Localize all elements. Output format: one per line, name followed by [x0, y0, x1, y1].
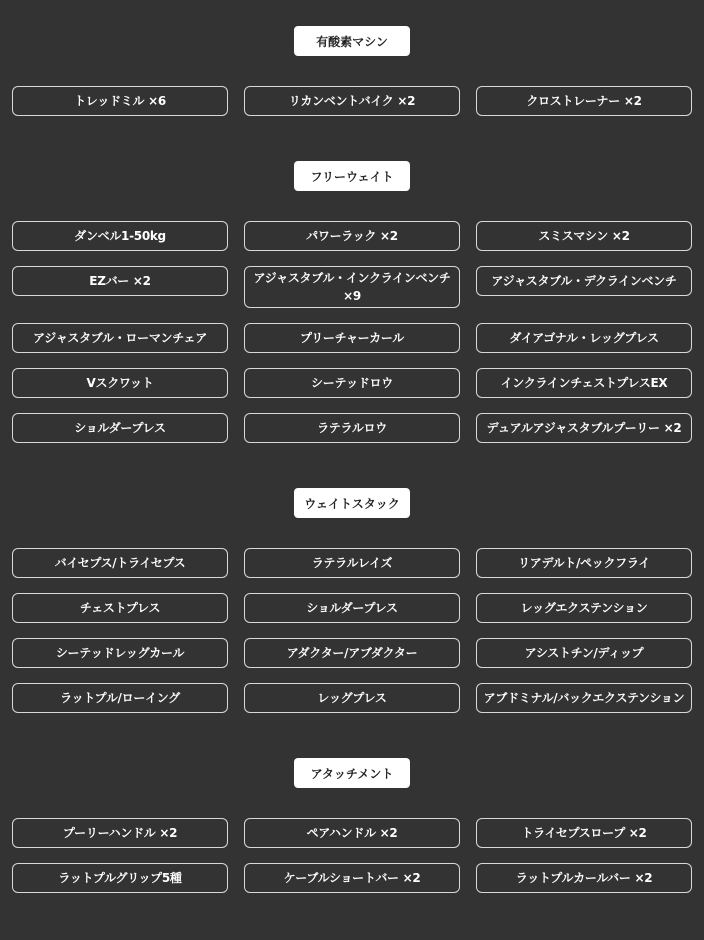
section-title: フリーウェイト — [294, 161, 410, 191]
section-title: ウェイトスタック — [294, 488, 410, 518]
equipment-item: ショルダープレス — [12, 413, 228, 443]
equipment-grid — [12, 548, 692, 713]
section-title: アタッチメント — [294, 758, 410, 788]
equipment-item: インクラインチェストプレスEX — [476, 368, 692, 398]
equipment-item: チェストプレス — [12, 593, 228, 623]
equipment-item: Vスクワット — [12, 368, 228, 398]
equipment-section — [12, 26, 692, 116]
equipment-item: ラテラルレイズ — [244, 548, 460, 578]
equipment-item: アジャスタブル・インクラインベンチ ×9 — [244, 266, 460, 308]
section-header — [12, 758, 692, 788]
equipment-section — [12, 758, 692, 893]
equipment-item: プーリーハンドル ×2 — [12, 818, 228, 848]
equipment-item: アジャスタブル・デクラインベンチ — [476, 266, 692, 296]
equipment-section — [12, 161, 692, 443]
equipment-item: ラットプル/ローイング — [12, 683, 228, 713]
equipment-item: シーテッドレッグカール — [12, 638, 228, 668]
equipment-item: ラットプルグリップ5種 — [12, 863, 228, 893]
section-header — [12, 161, 692, 191]
equipment-item: クロストレーナー ×2 — [476, 86, 692, 116]
equipment-item: トレッドミル ×6 — [12, 86, 228, 116]
equipment-item: ダンベル1-50kg — [12, 221, 228, 251]
equipment-item: アブドミナル/バックエクステンション — [476, 683, 692, 713]
equipment-item: アシストチン/ディップ — [476, 638, 692, 668]
section-header — [12, 488, 692, 518]
section-header — [12, 26, 692, 56]
equipment-item: レッグエクステンション — [476, 593, 692, 623]
equipment-grid — [12, 221, 692, 443]
equipment-item: EZバー ×2 — [12, 266, 228, 296]
equipment-item: アダクター/アブダクター — [244, 638, 460, 668]
equipment-item: シーテッドロウ — [244, 368, 460, 398]
equipment-item: バイセプス/トライセプス — [12, 548, 228, 578]
equipment-item: アジャスタブル・ローマンチェア — [12, 323, 228, 353]
equipment-item: リアデルト/ペックフライ — [476, 548, 692, 578]
equipment-item: リカンベントバイク ×2 — [244, 86, 460, 116]
equipment-item: ラテラルロウ — [244, 413, 460, 443]
equipment-item: ケーブルショートバー ×2 — [244, 863, 460, 893]
equipment-item: プリーチャーカール — [244, 323, 460, 353]
equipment-grid — [12, 86, 692, 116]
equipment-item: スミスマシン ×2 — [476, 221, 692, 251]
equipment-item: レッグプレス — [244, 683, 460, 713]
equipment-item: パワーラック ×2 — [244, 221, 460, 251]
equipment-item: ペアハンドル ×2 — [244, 818, 460, 848]
equipment-grid — [12, 818, 692, 893]
equipment-item: デュアルアジャスタブルプーリー ×2 — [476, 413, 692, 443]
equipment-item: ラットプルカールバー ×2 — [476, 863, 692, 893]
equipment-item: トライセプスロープ ×2 — [476, 818, 692, 848]
section-title: 有酸素マシン — [294, 26, 410, 56]
equipment-section — [12, 488, 692, 713]
equipment-item: ダイアゴナル・レッグプレス — [476, 323, 692, 353]
equipment-item: ショルダープレス — [244, 593, 460, 623]
